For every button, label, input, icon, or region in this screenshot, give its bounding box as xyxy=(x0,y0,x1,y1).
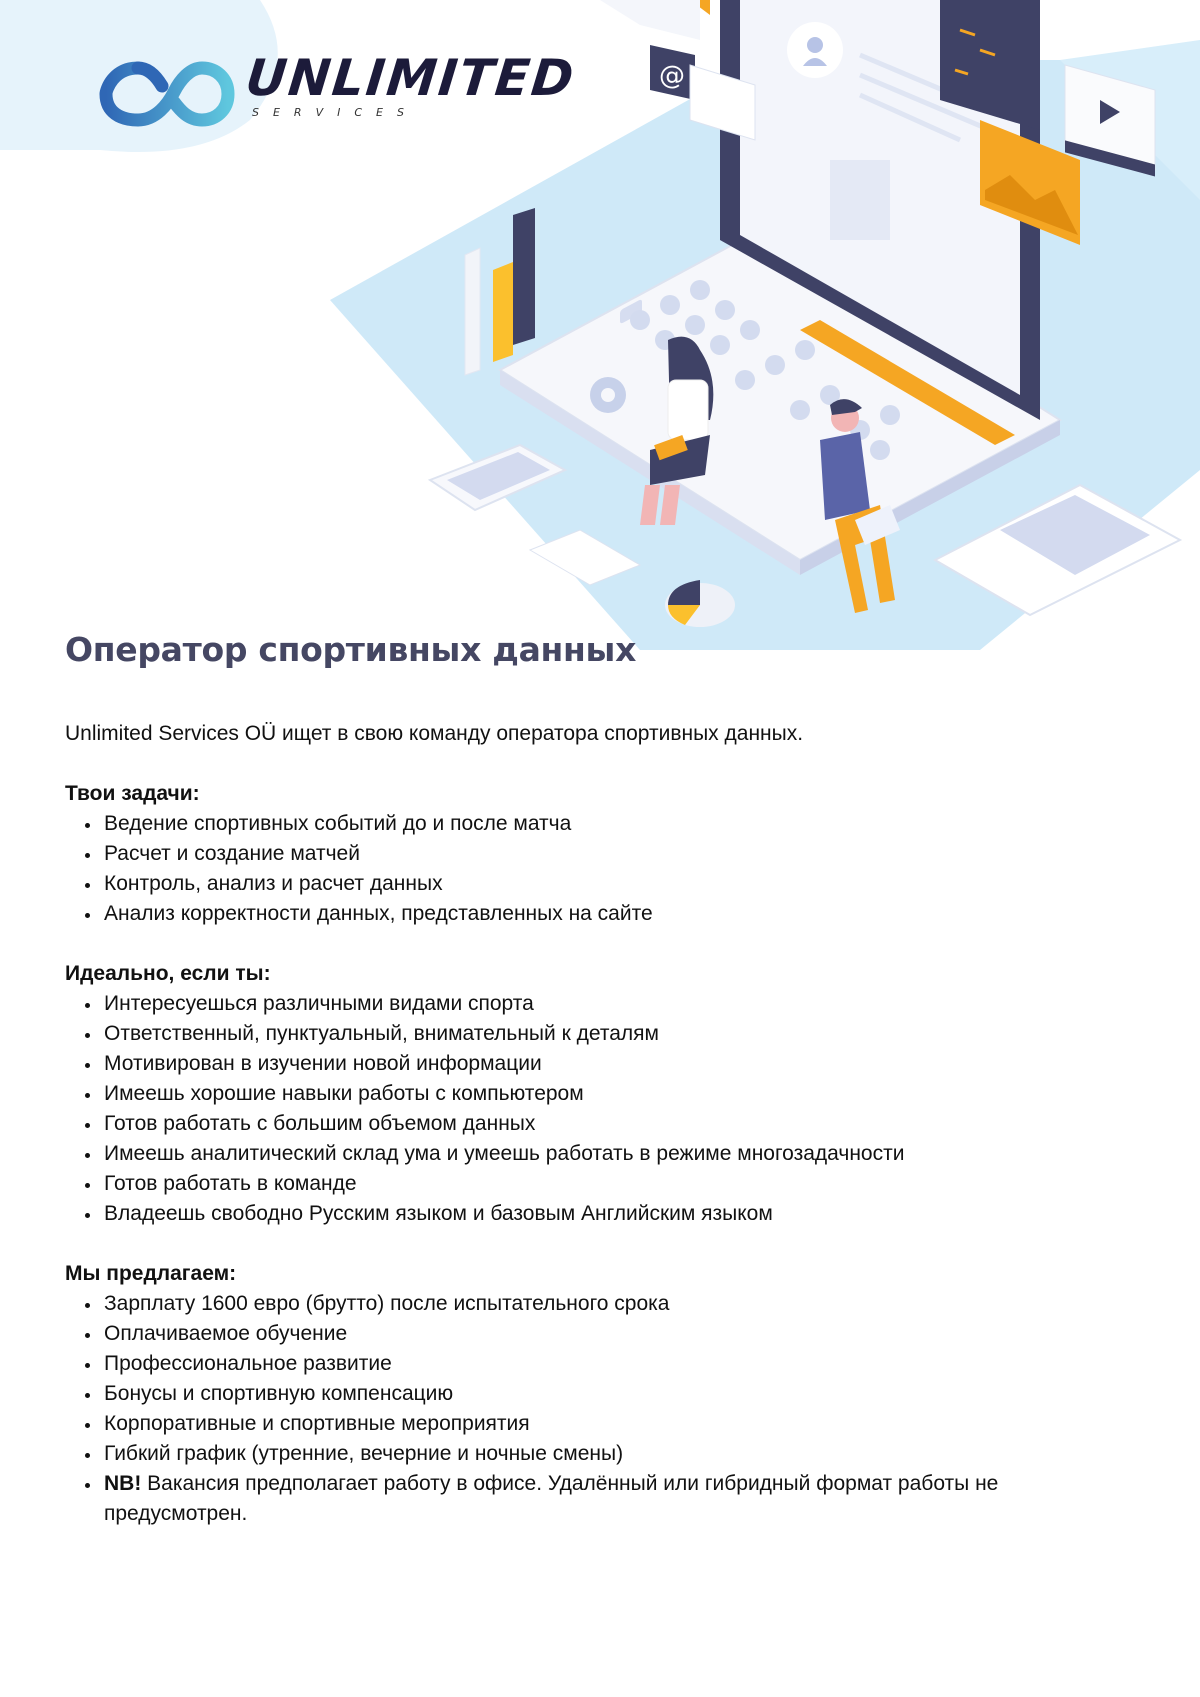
section-title-offer: Мы предлагаем: xyxy=(65,1262,237,1285)
list-item: • Имеешь аналитический склад ума и умеешь работать в режиме многозадачности xyxy=(102,1139,1125,1169)
list-item: • Имеешь хорошие навыки работы с компьютером xyxy=(102,1079,1125,1109)
list-item: • Ответственный, пунктуальный, внимательный к деталям xyxy=(102,1019,1125,1049)
page-title: Оператор спортивных данных xyxy=(65,630,637,669)
vacancy-content xyxy=(65,630,1125,1529)
list-item: • Анализ корректности данных, представленных на сайте xyxy=(102,899,1125,929)
section-title-tasks: Твои задачи: xyxy=(65,782,200,805)
intro-text: Unlimited Services OÜ ищет в свою команду оператора спортивных данных. xyxy=(65,722,804,745)
svg-text:@: @ xyxy=(659,61,685,91)
list-item: • Зарплату 1600 евро (брутто) после испытательного срока xyxy=(102,1289,1125,1319)
logo-wordmark: UNLIMITED xyxy=(242,49,579,107)
list-item: • Корпоративные и спортивные мероприятия xyxy=(102,1409,1125,1439)
logo-subtitle: SERVICES xyxy=(252,106,418,119)
list-item: • Оплачиваемое обучение xyxy=(102,1319,1125,1349)
list-item: • Контроль, анализ и расчет данных xyxy=(102,869,1125,899)
offer-list xyxy=(65,1289,1125,1529)
list-item: • Ведение спортивных событий до и после матча xyxy=(102,809,1125,839)
list-item: • Владеешь свободно Русским языком и базовым Английским языком xyxy=(102,1199,1125,1229)
list-item: • Интересуешься различными видами спорта xyxy=(102,989,1125,1019)
list-item: • Готов работать с большим объемом данных xyxy=(102,1109,1125,1139)
list-item: • Расчет и создание матчей xyxy=(102,839,1125,869)
requirements-list xyxy=(65,989,1125,1229)
company-logo xyxy=(98,46,579,134)
list-item: • Мотивирован в изучении новой информации xyxy=(102,1049,1125,1079)
nb-text: Вакансия предполагает работу в офисе. Удалённый или гибридный формат работы не предусмотрен. xyxy=(104,1472,999,1525)
list-item: • Готов работать в команде xyxy=(102,1169,1125,1199)
list-item: • Профессиональное развитие xyxy=(102,1349,1125,1379)
tasks-list xyxy=(65,809,1125,929)
list-item: • Гибкий график (утренние, вечерние и ночные смены) xyxy=(102,1439,1125,1469)
section-title-requirements: Идеально, если ты: xyxy=(65,962,271,985)
list-item: • Бонусы и спортивную компенсацию xyxy=(102,1379,1125,1409)
nb-list-item xyxy=(102,1469,1125,1529)
infinity-logo-icon xyxy=(98,46,238,134)
nb-label: NB! xyxy=(104,1472,142,1495)
